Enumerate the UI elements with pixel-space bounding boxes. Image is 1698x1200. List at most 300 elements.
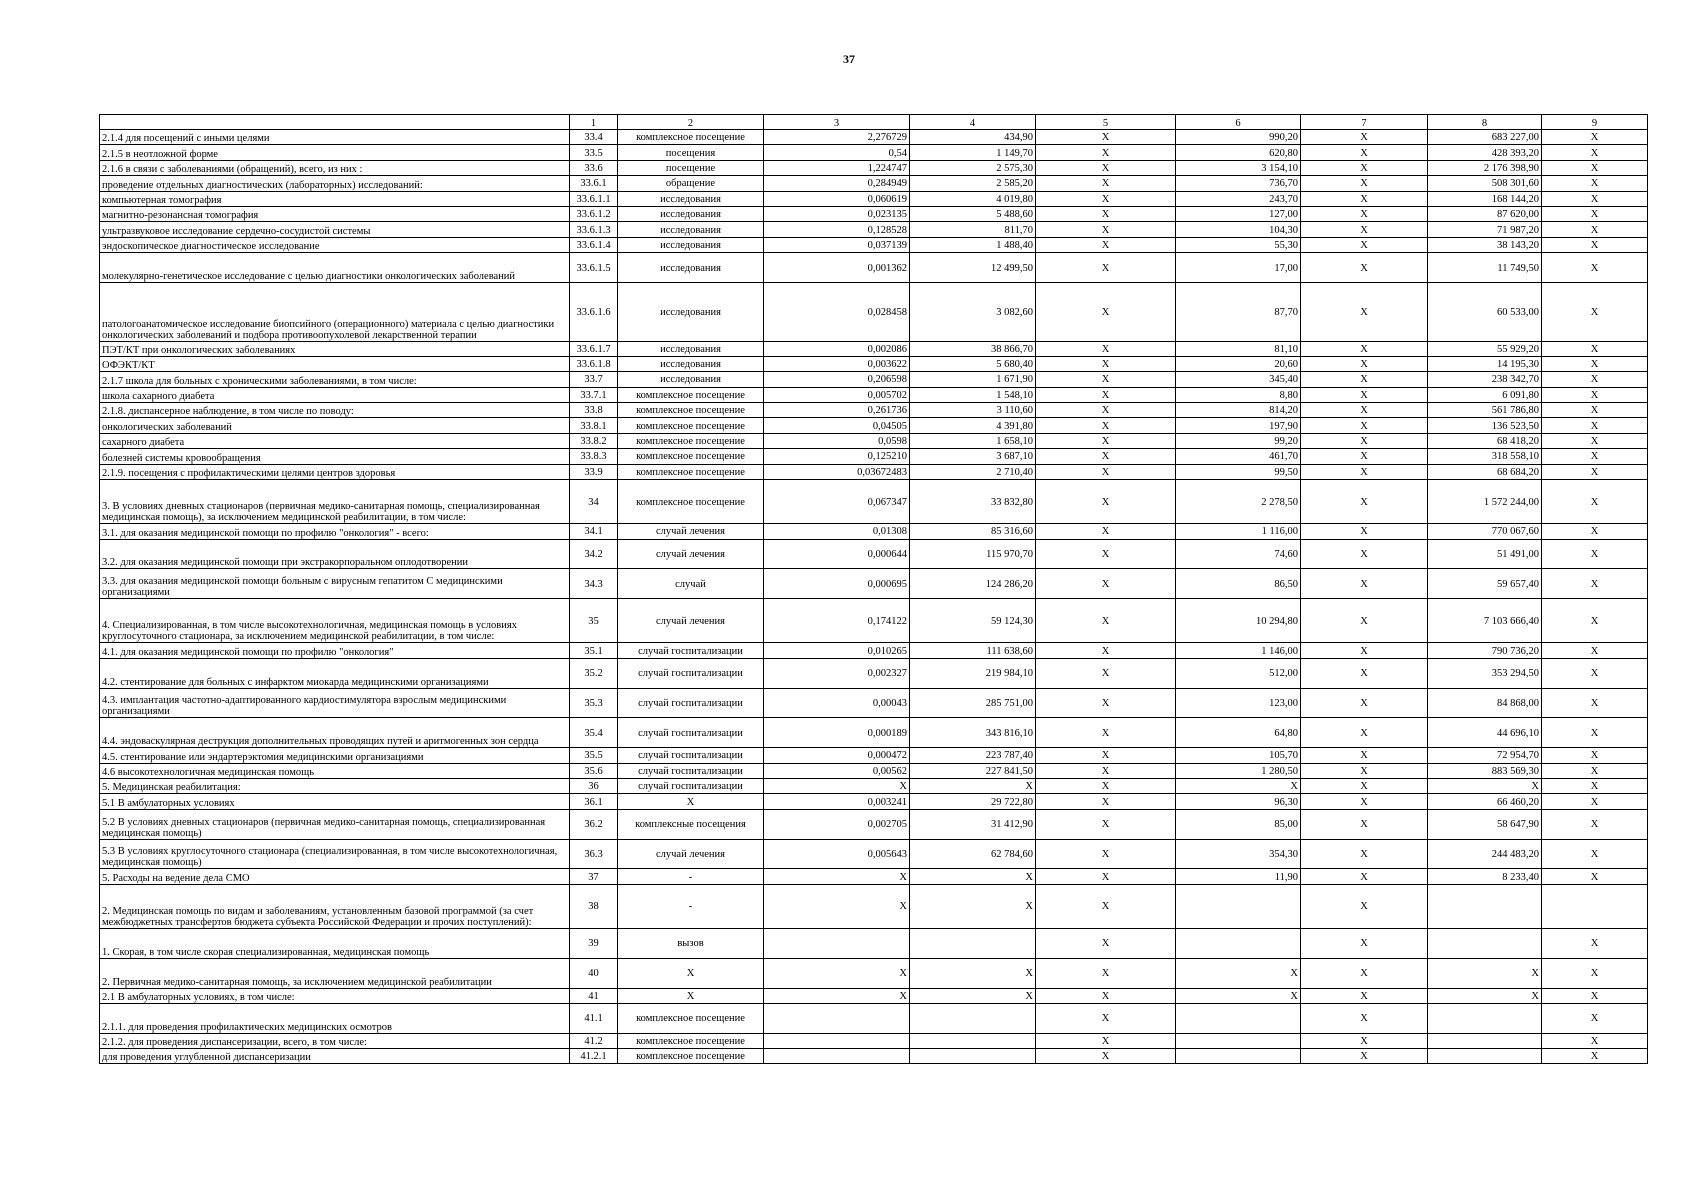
- row-col7-cell: X: [1301, 524, 1428, 539]
- row-col7-cell: X: [1301, 145, 1428, 160]
- row-name-cell: 5.2 В условиях дневных стационаров (первичная медико-санитарная помощь, специализированная медицинская помощь): [100, 809, 570, 839]
- row-col7-cell: X: [1301, 809, 1428, 839]
- row-col4-cell: 1 548,10: [910, 387, 1036, 402]
- row-col4-cell: 1 488,40: [910, 237, 1036, 252]
- row-name-cell: патологоанатомическое исследование биопсийного (операционного) материала с целью диагностики онкологических заболеваний и подбора противоопухолевой лекарственной терапии: [100, 282, 570, 341]
- table-row: [100, 688, 1648, 718]
- row-col6-cell: 345,40: [1176, 372, 1301, 387]
- row-name-cell: 4.6 высокотехнологичная медицинская помощь: [100, 763, 570, 778]
- row-col8-cell: X: [1428, 778, 1542, 793]
- row-col8-cell: 168 144,20: [1428, 191, 1542, 206]
- header-cell-8: 8: [1428, 115, 1542, 130]
- row-col7-cell: X: [1301, 718, 1428, 748]
- row-col3-cell: 0,000189: [764, 718, 910, 748]
- row-col6-cell: 814,20: [1176, 403, 1301, 418]
- row-col4-cell: X: [910, 884, 1036, 928]
- row-col7-cell: X: [1301, 480, 1428, 524]
- row-col5-cell: X: [1036, 1033, 1176, 1048]
- row-col5-cell: X: [1036, 658, 1176, 688]
- row-col4-cell: 38 866,70: [910, 341, 1036, 356]
- row-col6-cell: 620,80: [1176, 145, 1301, 160]
- table-row: [100, 387, 1648, 402]
- row-unit-cell: исследования: [618, 356, 764, 371]
- row-col6-cell: 354,30: [1176, 839, 1301, 869]
- row-name-cell: 3.2. для оказания медицинской помощи при экстракорпоральном оплодотворении: [100, 539, 570, 569]
- row-col3-cell: [764, 1033, 910, 1048]
- row-col3-cell: 0,04505: [764, 418, 910, 433]
- row-col8-cell: 58 647,90: [1428, 809, 1542, 839]
- row-col5-cell: X: [1036, 237, 1176, 252]
- row-col8-cell: [1428, 884, 1542, 928]
- row-code-cell: 34.3: [570, 569, 618, 599]
- row-col5-cell: X: [1036, 958, 1176, 988]
- row-name-cell: 4.3. имплантация частотно-адаптированного кардиостимулятора взрослым медицинскими организациями: [100, 688, 570, 718]
- row-unit-cell: исследования: [618, 191, 764, 206]
- row-unit-cell: обращение: [618, 176, 764, 191]
- row-col7-cell: X: [1301, 387, 1428, 402]
- row-col5-cell: X: [1036, 599, 1176, 643]
- row-name-cell: 1. Скорая, в том числе скорая специализированная, медицинская помощь: [100, 928, 570, 958]
- row-col6-cell: 96,30: [1176, 794, 1301, 809]
- row-col5-cell: X: [1036, 794, 1176, 809]
- page-number: 37: [843, 52, 855, 66]
- row-col5-cell: X: [1036, 130, 1176, 145]
- row-col4-cell: 3 082,60: [910, 282, 1036, 341]
- row-col5-cell: X: [1036, 387, 1176, 402]
- row-col9-cell: X: [1542, 1049, 1648, 1064]
- row-col6-cell: 197,90: [1176, 418, 1301, 433]
- row-code-cell: 34: [570, 480, 618, 524]
- row-col9-cell: X: [1542, 237, 1648, 252]
- row-col8-cell: 60 533,00: [1428, 282, 1542, 341]
- row-col3-cell: 0,010265: [764, 643, 910, 658]
- row-col9-cell: X: [1542, 1033, 1648, 1048]
- row-col4-cell: 3 110,60: [910, 403, 1036, 418]
- table-row: [100, 372, 1648, 387]
- row-name-cell: 5. Медицинская реабилитация:: [100, 778, 570, 793]
- row-col9-cell: X: [1542, 372, 1648, 387]
- table-row: [100, 449, 1648, 464]
- row-col5-cell: X: [1036, 643, 1176, 658]
- table-row: [100, 884, 1648, 928]
- row-col4-cell: X: [910, 958, 1036, 988]
- row-col4-cell: 219 984,10: [910, 658, 1036, 688]
- row-col6-cell: 461,70: [1176, 449, 1301, 464]
- row-unit-cell: случай госпитализации: [618, 643, 764, 658]
- row-col9-cell: [1542, 884, 1648, 928]
- row-col6-cell: 81,10: [1176, 341, 1301, 356]
- row-col5-cell: X: [1036, 718, 1176, 748]
- row-col5-cell: X: [1036, 403, 1176, 418]
- row-unit-cell: комплексное посещение: [618, 449, 764, 464]
- row-col7-cell: X: [1301, 341, 1428, 356]
- row-col3-cell: X: [764, 778, 910, 793]
- row-col5-cell: X: [1036, 778, 1176, 793]
- row-col7-cell: X: [1301, 884, 1428, 928]
- row-col4-cell: X: [910, 778, 1036, 793]
- row-col8-cell: 66 460,20: [1428, 794, 1542, 809]
- row-col8-cell: 790 736,20: [1428, 643, 1542, 658]
- row-name-cell: 4.1. для оказания медицинской помощи по профилю "онкология": [100, 643, 570, 658]
- row-unit-cell: случай госпитализации: [618, 658, 764, 688]
- header-cell-2: 2: [618, 115, 764, 130]
- row-col8-cell: 318 558,10: [1428, 449, 1542, 464]
- row-code-cell: 33.6.1.3: [570, 222, 618, 237]
- row-name-cell: 2.1.6 в связи с заболеваниями (обращений), всего, из них :: [100, 160, 570, 175]
- row-col6-cell: 17,00: [1176, 253, 1301, 283]
- row-code-cell: 40: [570, 958, 618, 988]
- row-col3-cell: 0,005702: [764, 387, 910, 402]
- row-name-cell: 2.1.5 в неотложной форме: [100, 145, 570, 160]
- row-col6-cell: 86,50: [1176, 569, 1301, 599]
- row-col5-cell: X: [1036, 464, 1176, 479]
- row-col8-cell: 136 523,50: [1428, 418, 1542, 433]
- table-row: [100, 809, 1648, 839]
- row-unit-cell: комплексное посещение: [618, 403, 764, 418]
- table-row: [100, 341, 1648, 356]
- row-code-cell: 35.2: [570, 658, 618, 688]
- row-name-cell: ОФЭКТ/КТ: [100, 356, 570, 371]
- table-row: [100, 763, 1648, 778]
- row-col4-cell: 4 391,80: [910, 418, 1036, 433]
- row-col9-cell: X: [1542, 869, 1648, 884]
- row-col3-cell: 0,01308: [764, 524, 910, 539]
- row-col8-cell: 6 091,80: [1428, 387, 1542, 402]
- row-col7-cell: X: [1301, 988, 1428, 1003]
- row-code-cell: 35.4: [570, 718, 618, 748]
- row-col7-cell: X: [1301, 569, 1428, 599]
- row-col9-cell: X: [1542, 928, 1648, 958]
- row-code-cell: 33.8.3: [570, 449, 618, 464]
- row-col5-cell: X: [1036, 282, 1176, 341]
- row-col3-cell: 0,00043: [764, 688, 910, 718]
- table-row: [100, 191, 1648, 206]
- row-col7-cell: X: [1301, 643, 1428, 658]
- row-code-cell: 33.7.1: [570, 387, 618, 402]
- row-code-cell: 33.6.1.8: [570, 356, 618, 371]
- row-col6-cell: X: [1176, 778, 1301, 793]
- row-code-cell: 41: [570, 988, 618, 1003]
- row-col6-cell: 85,00: [1176, 809, 1301, 839]
- row-col6-cell: 20,60: [1176, 356, 1301, 371]
- row-col5-cell: X: [1036, 433, 1176, 448]
- row-col4-cell: 285 751,00: [910, 688, 1036, 718]
- row-name-cell: 2. Первичная медико-санитарная помощь, за исключением медицинской реабилитации: [100, 958, 570, 988]
- row-col8-cell: 1 572 244,00: [1428, 480, 1542, 524]
- row-unit-cell: -: [618, 884, 764, 928]
- table-row: [100, 839, 1648, 869]
- row-col9-cell: X: [1542, 341, 1648, 356]
- row-col3-cell: X: [764, 869, 910, 884]
- row-unit-cell: случай: [618, 569, 764, 599]
- row-name-cell: 4.5. стентирование или эндартерэктомия медицинскими организациями: [100, 748, 570, 763]
- row-code-cell: 33.8.2: [570, 433, 618, 448]
- row-name-cell: 2.1.1. для проведения профилактических медицинских осмотров: [100, 1003, 570, 1033]
- row-col7-cell: X: [1301, 356, 1428, 371]
- row-code-cell: 35.1: [570, 643, 618, 658]
- row-col7-cell: X: [1301, 433, 1428, 448]
- row-col8-cell: 44 696,10: [1428, 718, 1542, 748]
- row-col8-cell: 71 987,20: [1428, 222, 1542, 237]
- row-unit-cell: случай лечения: [618, 599, 764, 643]
- table-row: [100, 1003, 1648, 1033]
- row-col8-cell: [1428, 1033, 1542, 1048]
- row-name-cell: молекулярно-генетическое исследование с целью диагностики онкологических заболеваний: [100, 253, 570, 283]
- row-col4-cell: 59 124,30: [910, 599, 1036, 643]
- row-col9-cell: X: [1542, 403, 1648, 418]
- row-col3-cell: 2,276729: [764, 130, 910, 145]
- row-col9-cell: X: [1542, 387, 1648, 402]
- row-col3-cell: 0,261736: [764, 403, 910, 418]
- row-col3-cell: 0,002705: [764, 809, 910, 839]
- table-row: [100, 869, 1648, 884]
- row-col6-cell: X: [1176, 958, 1301, 988]
- row-col3-cell: 0,002327: [764, 658, 910, 688]
- row-col6-cell: 99,20: [1176, 433, 1301, 448]
- row-col7-cell: X: [1301, 958, 1428, 988]
- row-col7-cell: X: [1301, 794, 1428, 809]
- row-col5-cell: X: [1036, 1049, 1176, 1064]
- row-unit-cell: X: [618, 794, 764, 809]
- row-name-cell: для проведения углубленной диспансеризации: [100, 1049, 570, 1064]
- row-unit-cell: случай госпитализации: [618, 778, 764, 793]
- row-col5-cell: X: [1036, 884, 1176, 928]
- table-row: [100, 356, 1648, 371]
- table-row: [100, 160, 1648, 175]
- row-col8-cell: 2 176 398,90: [1428, 160, 1542, 175]
- row-col9-cell: X: [1542, 253, 1648, 283]
- row-code-cell: 33.6.1.7: [570, 341, 618, 356]
- row-col6-cell: 1 280,50: [1176, 763, 1301, 778]
- row-col5-cell: X: [1036, 524, 1176, 539]
- row-col8-cell: 87 620,00: [1428, 206, 1542, 221]
- table-row: [100, 237, 1648, 252]
- row-col4-cell: 31 412,90: [910, 809, 1036, 839]
- row-col5-cell: X: [1036, 569, 1176, 599]
- row-code-cell: 33.6.1.5: [570, 253, 618, 283]
- row-col4-cell: 33 832,80: [910, 480, 1036, 524]
- row-col4-cell: 115 970,70: [910, 539, 1036, 569]
- row-col9-cell: X: [1542, 539, 1648, 569]
- row-col7-cell: X: [1301, 372, 1428, 387]
- row-col9-cell: X: [1542, 839, 1648, 869]
- row-col4-cell: [910, 1049, 1036, 1064]
- row-code-cell: 33.6.1.1: [570, 191, 618, 206]
- row-col9-cell: X: [1542, 480, 1648, 524]
- row-col5-cell: X: [1036, 206, 1176, 221]
- row-col3-cell: 0,002086: [764, 341, 910, 356]
- row-col8-cell: 7 103 666,40: [1428, 599, 1542, 643]
- header-cell-9: 9: [1542, 115, 1648, 130]
- table-row: [100, 130, 1648, 145]
- row-name-cell: 5.1 В амбулаторных условиях: [100, 794, 570, 809]
- row-col5-cell: X: [1036, 928, 1176, 958]
- row-col9-cell: X: [1542, 191, 1648, 206]
- row-name-cell: 4.2. стентирование для больных с инфарктом миокарда медицинскими организациями: [100, 658, 570, 688]
- row-col8-cell: 59 657,40: [1428, 569, 1542, 599]
- row-col5-cell: X: [1036, 191, 1176, 206]
- row-name-cell: болезней системы кровообращения: [100, 449, 570, 464]
- row-code-cell: 36: [570, 778, 618, 793]
- row-col3-cell: 0,206598: [764, 372, 910, 387]
- row-unit-cell: случай госпитализации: [618, 718, 764, 748]
- row-col6-cell: 104,30: [1176, 222, 1301, 237]
- row-col3-cell: 0,128528: [764, 222, 910, 237]
- row-unit-cell: посещения: [618, 145, 764, 160]
- row-col6-cell: [1176, 928, 1301, 958]
- row-col5-cell: X: [1036, 372, 1176, 387]
- row-unit-cell: исследования: [618, 282, 764, 341]
- row-col5-cell: X: [1036, 539, 1176, 569]
- row-code-cell: 33.8: [570, 403, 618, 418]
- table-row: [100, 1033, 1648, 1048]
- row-name-cell: 2.1.8. диспансерное наблюдение, в том числе по поводу:: [100, 403, 570, 418]
- row-col4-cell: 1 149,70: [910, 145, 1036, 160]
- row-col8-cell: 84 868,00: [1428, 688, 1542, 718]
- row-unit-cell: -: [618, 869, 764, 884]
- row-unit-cell: случай лечения: [618, 839, 764, 869]
- row-col9-cell: X: [1542, 356, 1648, 371]
- row-unit-cell: комплексное посещение: [618, 387, 764, 402]
- row-col7-cell: X: [1301, 464, 1428, 479]
- row-col4-cell: 5 488,60: [910, 206, 1036, 221]
- row-col4-cell: 4 019,80: [910, 191, 1036, 206]
- row-col3-cell: [764, 928, 910, 958]
- row-code-cell: 33.6.1.2: [570, 206, 618, 221]
- row-unit-cell: случай госпитализации: [618, 763, 764, 778]
- table-row: [100, 539, 1648, 569]
- row-unit-cell: случай лечения: [618, 524, 764, 539]
- header-cell-3: 3: [764, 115, 910, 130]
- row-col6-cell: 8,80: [1176, 387, 1301, 402]
- row-col7-cell: X: [1301, 778, 1428, 793]
- row-col4-cell: [910, 1003, 1036, 1033]
- table-row: [100, 1049, 1648, 1064]
- row-col7-cell: X: [1301, 1049, 1428, 1064]
- row-name-cell: 2.1.9. посещения с профилактическими целями центров здоровья: [100, 464, 570, 479]
- row-col9-cell: X: [1542, 222, 1648, 237]
- row-col9-cell: X: [1542, 958, 1648, 988]
- header-row: [100, 115, 1648, 130]
- row-col6-cell: [1176, 1033, 1301, 1048]
- row-col8-cell: 11 749,50: [1428, 253, 1542, 283]
- row-col8-cell: 428 393,20: [1428, 145, 1542, 160]
- row-col3-cell: X: [764, 958, 910, 988]
- row-col6-cell: [1176, 1049, 1301, 1064]
- row-col5-cell: X: [1036, 145, 1176, 160]
- row-col9-cell: X: [1542, 794, 1648, 809]
- row-col3-cell: 0,0598: [764, 433, 910, 448]
- row-col9-cell: X: [1542, 599, 1648, 643]
- row-col7-cell: X: [1301, 658, 1428, 688]
- row-unit-cell: комплексное посещение: [618, 1049, 764, 1064]
- row-col3-cell: 0,028458: [764, 282, 910, 341]
- header-cell-7: 7: [1301, 115, 1428, 130]
- row-col5-cell: X: [1036, 1003, 1176, 1033]
- row-code-cell: 37: [570, 869, 618, 884]
- row-col3-cell: 1,224747: [764, 160, 910, 175]
- row-col4-cell: 2 575,30: [910, 160, 1036, 175]
- row-col3-cell: 0,000472: [764, 748, 910, 763]
- row-col6-cell: 736,70: [1176, 176, 1301, 191]
- table-row: [100, 403, 1648, 418]
- row-col4-cell: 811,70: [910, 222, 1036, 237]
- row-name-cell: 2.1.2. для проведения диспансеризации, всего, в том числе:: [100, 1033, 570, 1048]
- row-col4-cell: 111 638,60: [910, 643, 1036, 658]
- row-col8-cell: [1428, 1049, 1542, 1064]
- row-col4-cell: 85 316,60: [910, 524, 1036, 539]
- row-col6-cell: 990,20: [1176, 130, 1301, 145]
- row-col8-cell: 508 301,60: [1428, 176, 1542, 191]
- row-col5-cell: X: [1036, 176, 1176, 191]
- row-col8-cell: 883 569,30: [1428, 763, 1542, 778]
- row-name-cell: 3.3. для оказания медицинской помощи больным с вирусным гепатитом С медицинскими организациями: [100, 569, 570, 599]
- row-unit-cell: комплексное посещение: [618, 1033, 764, 1048]
- row-col9-cell: X: [1542, 748, 1648, 763]
- row-col6-cell: 10 294,80: [1176, 599, 1301, 643]
- row-code-cell: 41.2: [570, 1033, 618, 1048]
- row-unit-cell: комплексное посещение: [618, 433, 764, 448]
- row-col9-cell: X: [1542, 658, 1648, 688]
- row-col9-cell: X: [1542, 418, 1648, 433]
- row-col9-cell: X: [1542, 449, 1648, 464]
- row-col8-cell: 8 233,40: [1428, 869, 1542, 884]
- row-col4-cell: 2 585,20: [910, 176, 1036, 191]
- row-col6-cell: [1176, 1003, 1301, 1033]
- row-col4-cell: 434,90: [910, 130, 1036, 145]
- table-row: [100, 176, 1648, 191]
- row-name-cell: 5.3 В условиях круглосуточного стационара (специализированная, в том числе высокотехнологичная, медицинская помощь): [100, 839, 570, 869]
- row-code-cell: 35.3: [570, 688, 618, 718]
- row-col5-cell: X: [1036, 839, 1176, 869]
- row-col9-cell: X: [1542, 778, 1648, 793]
- row-col4-cell: X: [910, 869, 1036, 884]
- table-row: [100, 718, 1648, 748]
- row-unit-cell: исследования: [618, 222, 764, 237]
- row-col6-cell: 64,80: [1176, 718, 1301, 748]
- row-code-cell: 35.5: [570, 748, 618, 763]
- row-name-cell: ПЭТ/КТ при онкологических заболеваниях: [100, 341, 570, 356]
- row-name-cell: сахарного диабета: [100, 433, 570, 448]
- row-col6-cell: [1176, 884, 1301, 928]
- row-col6-cell: 1 116,00: [1176, 524, 1301, 539]
- row-col4-cell: 5 680,40: [910, 356, 1036, 371]
- row-code-cell: 34.1: [570, 524, 618, 539]
- row-code-cell: 33.6: [570, 160, 618, 175]
- row-code-cell: 33.6.1: [570, 176, 618, 191]
- row-name-cell: 3. В условиях дневных стационаров (первичная медико-санитарная помощь, специализированная медицинская помощь), за исключением медицинской реабилитации, в том числе:: [100, 480, 570, 524]
- row-col7-cell: X: [1301, 222, 1428, 237]
- row-col4-cell: 223 787,40: [910, 748, 1036, 763]
- row-col5-cell: X: [1036, 748, 1176, 763]
- row-name-cell: 2.1 В амбулаторных условиях, в том числе:: [100, 988, 570, 1003]
- row-code-cell: 35.6: [570, 763, 618, 778]
- row-col4-cell: [910, 1033, 1036, 1048]
- table-row: [100, 658, 1648, 688]
- row-code-cell: 39: [570, 928, 618, 958]
- row-name-cell: эндоскопическое диагностическое исследование: [100, 237, 570, 252]
- row-col9-cell: X: [1542, 688, 1648, 718]
- row-code-cell: 34.2: [570, 539, 618, 569]
- row-col9-cell: X: [1542, 145, 1648, 160]
- row-col5-cell: X: [1036, 341, 1176, 356]
- row-col5-cell: X: [1036, 988, 1176, 1003]
- row-col3-cell: 0,03672483: [764, 464, 910, 479]
- row-code-cell: 33.8.1: [570, 418, 618, 433]
- row-unit-cell: исследования: [618, 253, 764, 283]
- row-col9-cell: X: [1542, 130, 1648, 145]
- row-col3-cell: X: [764, 884, 910, 928]
